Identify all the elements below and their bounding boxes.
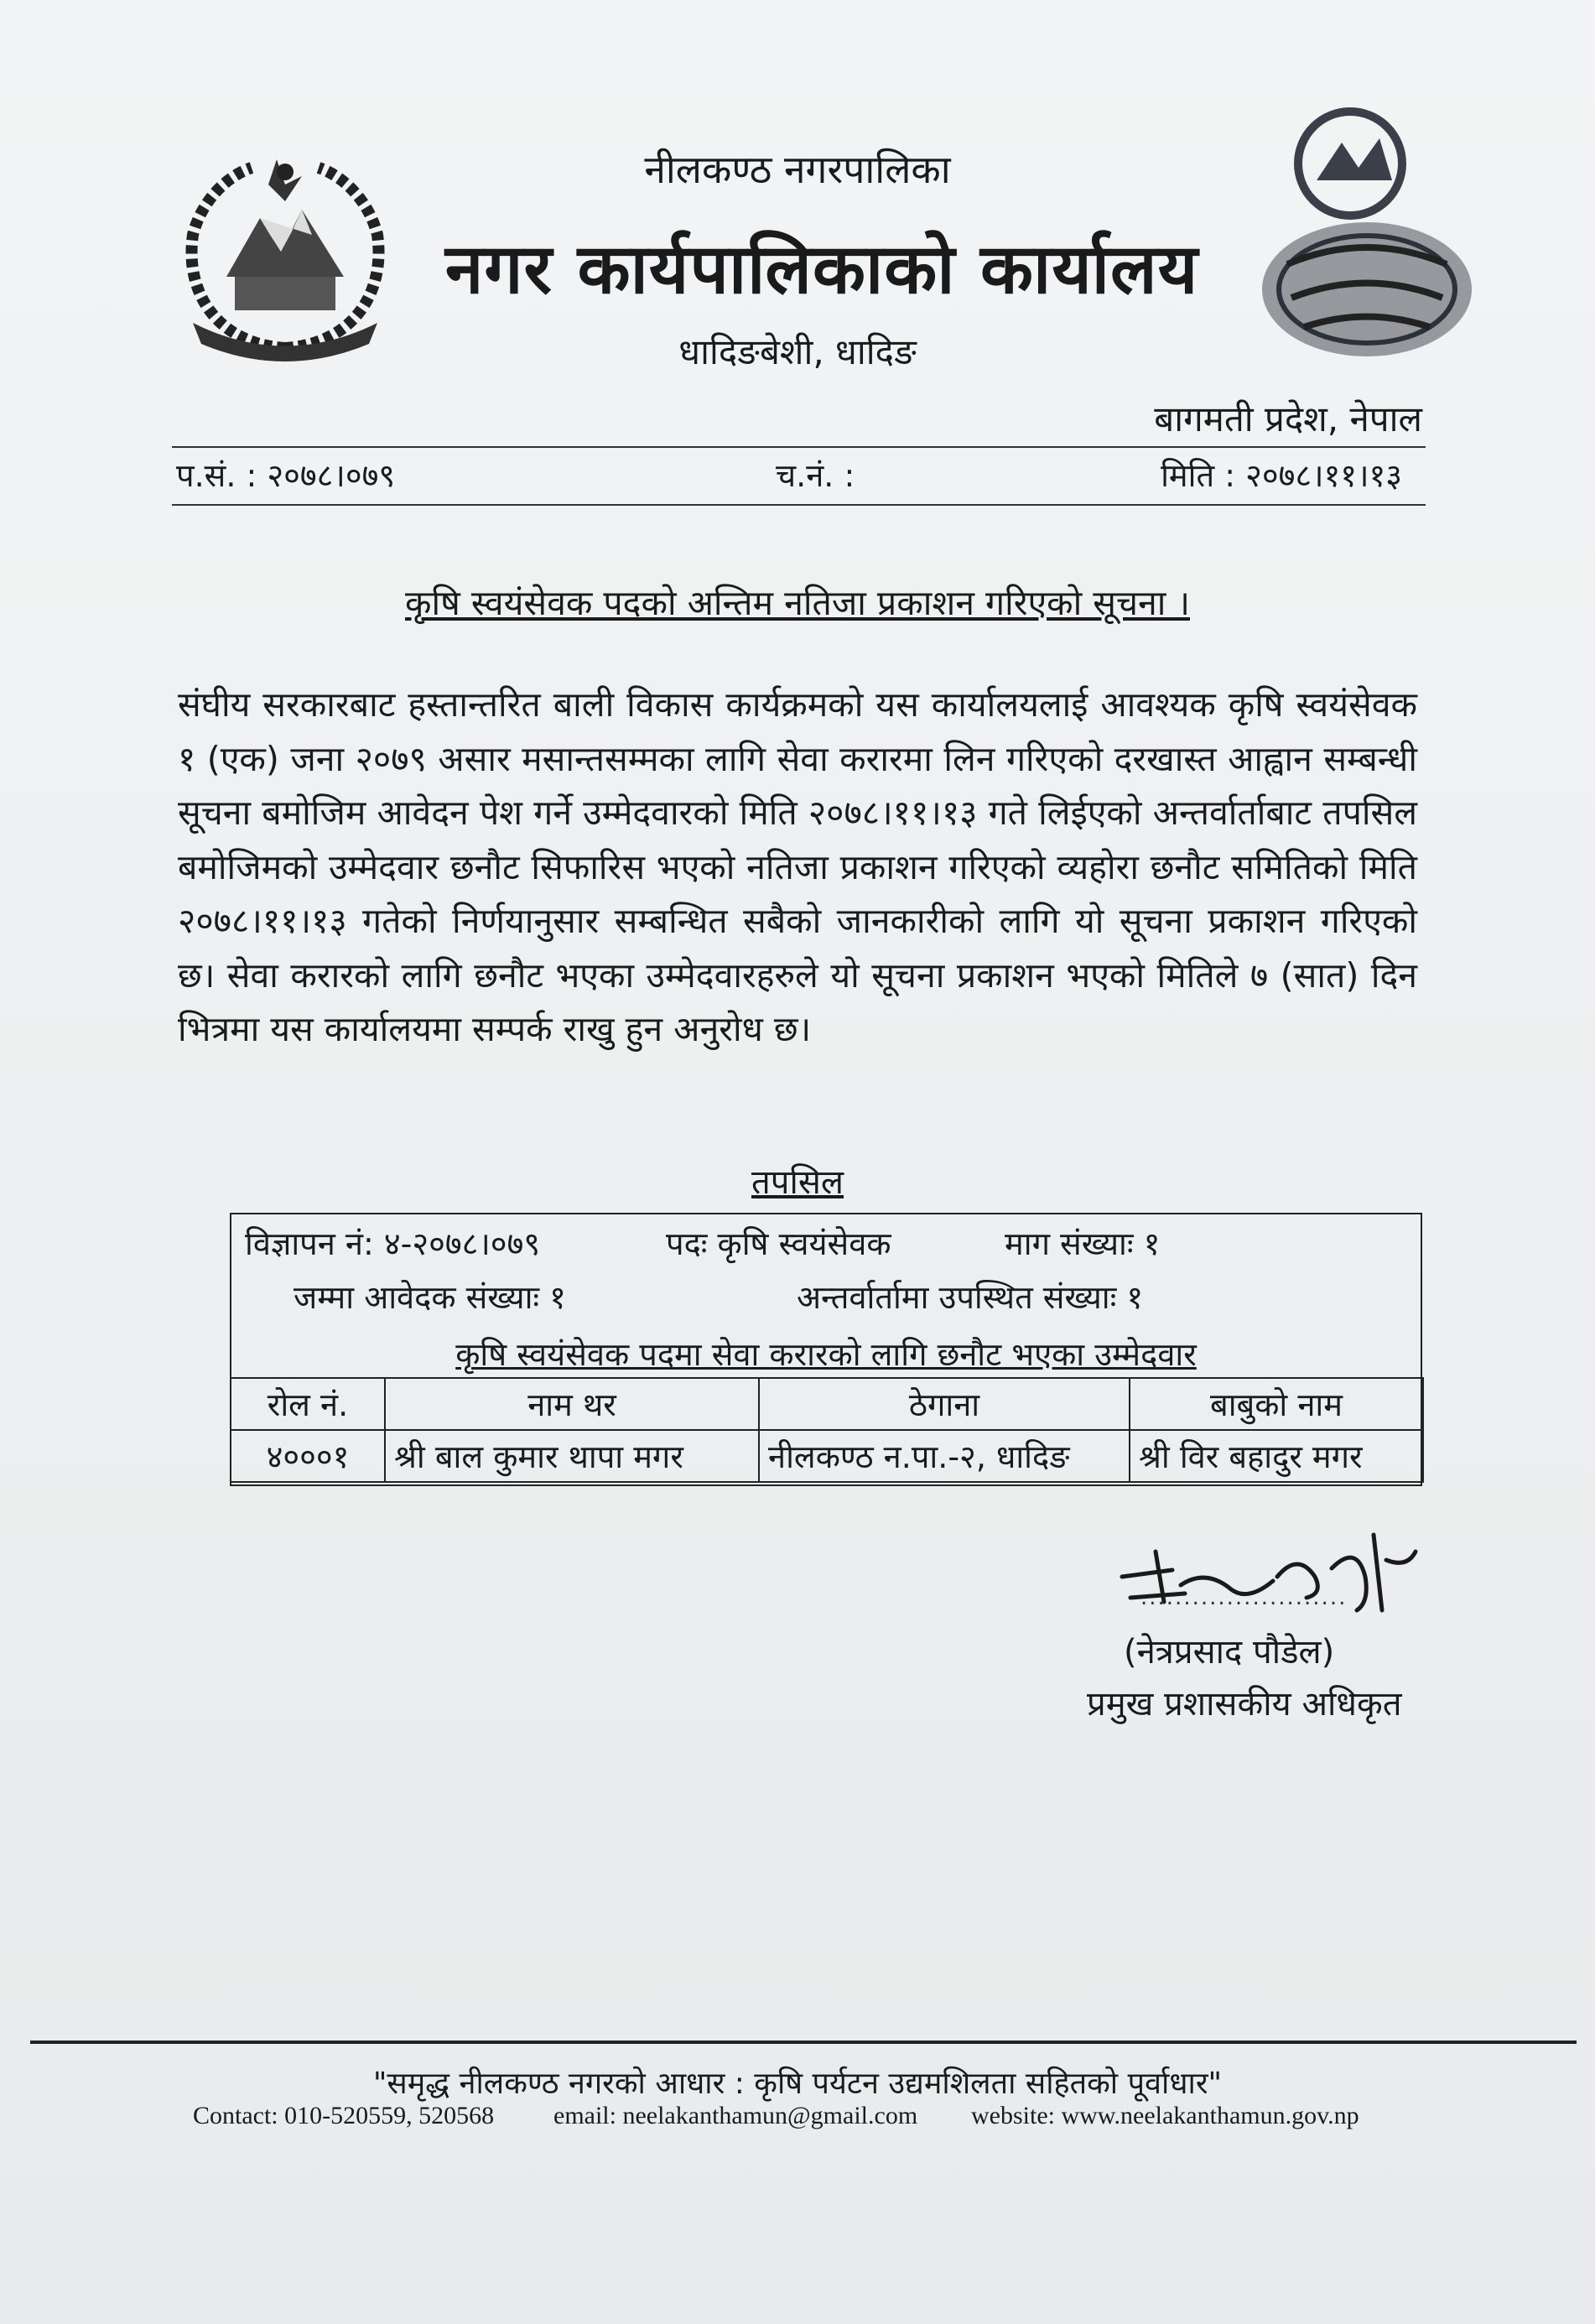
footer-slogan: "समृद्ध नीलकण्ठ नगरको आधार : कृषि पर्यटन उद्यमशिलता सहितको पूर्वाधार": [372, 2067, 1223, 2101]
table-row: [231, 1430, 1423, 1482]
signature-dotted-line: ........................: [1140, 1585, 1348, 1610]
footer-rule: [30, 2041, 1577, 2044]
municipality-name: नीलकण्ठ नगरपालिका: [644, 147, 951, 192]
col-name: नाम थर: [385, 1378, 759, 1430]
cell-roll-no: ४०००१: [231, 1430, 385, 1482]
office-title: नगर कार्यपालिकाको कार्यालय: [444, 230, 1199, 309]
post-name: पदः कृषि स्वयंसेवक: [666, 1225, 891, 1262]
advertisement-number: विज्ञापन नं: ४-२०७८।०७९: [245, 1225, 541, 1262]
province-label: बागमती प्रदेश, नेपाल: [1154, 398, 1422, 439]
signatory-title: प्रमुख प्रशासकीय अधिकृत: [1087, 1685, 1402, 1724]
col-father-name: बाबुको नाम: [1130, 1378, 1423, 1430]
footer-contact: Contact: 010-520559, 520568: [193, 2102, 495, 2129]
total-applicants: जम्मा आवेदक संख्याः १: [294, 1279, 566, 1316]
candidate-table: [230, 1377, 1424, 1483]
col-address: ठेगाना: [759, 1378, 1130, 1430]
selected-candidates-title: कृषि स्वयंसेवक पदमा सेवा करारको लागि छनौट भएका उम्मेदवार: [455, 1336, 1197, 1373]
footer-email: email: neelakanthamun@gmail.com: [553, 2102, 918, 2129]
interview-present-count: अन्तर्वार्तामा उपस्थित संख्याः १: [797, 1279, 1144, 1316]
table-header-row: [231, 1378, 1423, 1430]
notice-subject: कृषि स्वयंसेवक पदको अन्तिम नतिजा प्रकाशन गरिएको सूचना ।: [405, 583, 1190, 623]
office-address: धादिङबेशी, धादिङ: [678, 331, 917, 372]
footer-website: website: www.neelakanthamun.gov.np: [971, 2102, 1359, 2129]
signatory-name: (नेत्रप्रसाद पौडेल): [1124, 1633, 1335, 1672]
header-rule-bottom: [172, 504, 1426, 506]
cell-address: नीलकण्ठ न.पा.-२, धादिङ: [759, 1430, 1130, 1482]
result-table-box: [230, 1213, 1422, 1486]
demand-count: माग संख्याः १: [1005, 1225, 1161, 1262]
notice-body: संघीय सरकारबाट हस्तान्तरित बाली विकास कार्यक्रमको यस कार्यालयलाई आवश्यक कृषि स्वयंसेवक १ (एक) जना २०७९ असार मसान्तसम्मका लागि सेवा करारमा लिन गरिएको दरखास्त आह्वान सम्बन्धी सूचना बमोजिम आवेदन पेश गर्ने उम्मेदवारको मिति २०७८।११।१३ गते लिईएको अन्तर्वार्ताबाट तपसिल बमोजिमको उम्मेदवार छनौट सिफारिस भएको नतिजा प्रकाशन गरिएको व्यहोरा छनौट समितिको मिति २०७८।११।१३ गतेको निर्णयानुसार सम्बन्धित सबैको जानकारीको लागि यो सूचना प्रकाशन गरिएको छ। सेवा करारको लागि छनौट भएका उम्मेदवारहरुले यो सूचना प्रकाशन भएको मितिले ७ (सात) दिन भित्रमा यस कार्यालयमा सम्पर्क राखु हुन अनुरोध छ।: [178, 684, 1417, 1049]
signature-icon: [1105, 1518, 1424, 1627]
letter-date: मिति : २०७८।११।१३: [1161, 457, 1402, 494]
col-roll-no: रोल नं.: [231, 1378, 385, 1430]
reference-number: प.सं. : २०७८।०७९: [176, 457, 396, 494]
cell-father-name: श्री विर बहादुर मगर: [1130, 1430, 1423, 1482]
dispatch-number: च.नं. :: [776, 457, 855, 494]
header-rule-top: [172, 446, 1426, 448]
cell-name: श्री बाल कुमार थापा मगर: [385, 1430, 759, 1482]
tapsil-heading: तपसिल: [751, 1163, 844, 1202]
